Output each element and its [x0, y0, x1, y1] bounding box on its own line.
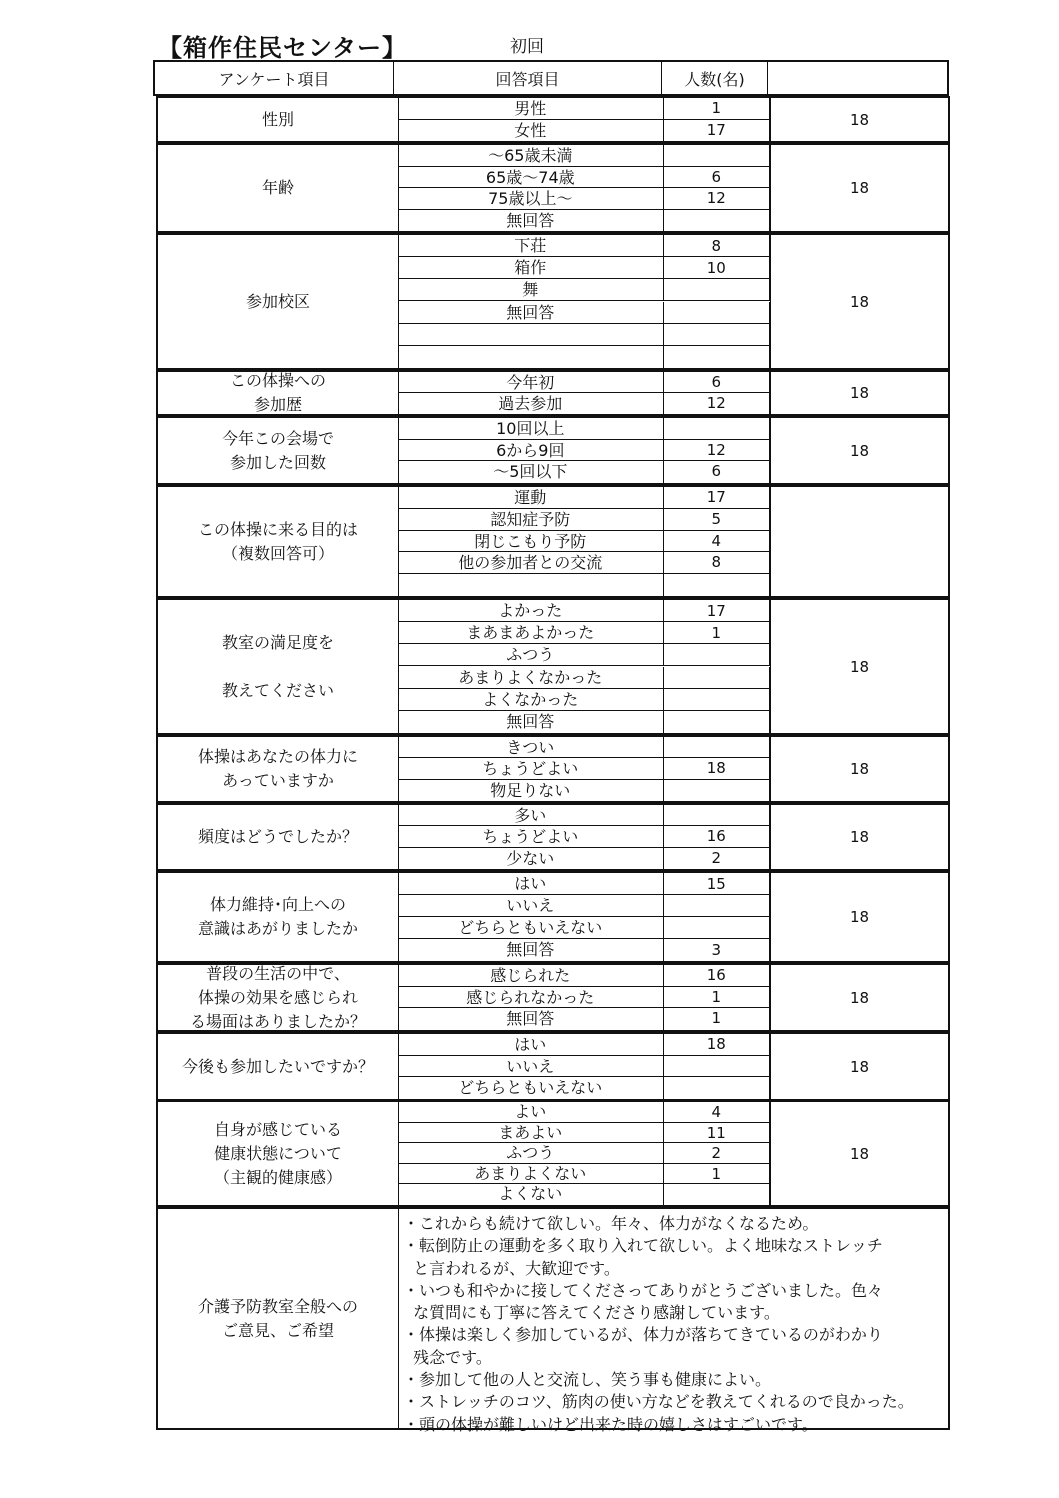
- answer-option: ～65歳未満: [398, 145, 664, 166]
- question-line: ご意見、ご希望: [221, 1320, 334, 1340]
- answer-option: 男性: [398, 98, 664, 119]
- answer-count: [664, 574, 770, 596]
- answer-row: [398, 418, 770, 440]
- answer-option: いいえ: [398, 895, 664, 916]
- answer-row: [398, 917, 770, 939]
- respondent-total: 18: [770, 1102, 948, 1205]
- answer-count: 1: [664, 98, 770, 119]
- answer-option: 65歳～74歳: [398, 167, 664, 188]
- question-label: [158, 235, 399, 368]
- answer-option: あまりよくなかった: [398, 667, 664, 688]
- answer-row: [398, 1102, 770, 1123]
- answer-option: はい: [398, 873, 664, 894]
- answer-row: [398, 1034, 770, 1056]
- respondent-total: 18: [770, 805, 948, 869]
- answer-option: いいえ: [398, 1056, 664, 1077]
- answer-option: まあよい: [398, 1123, 664, 1143]
- answer-option: まあまあよかった: [398, 622, 664, 643]
- question-line: 今後も参加したいですか？: [181, 1056, 374, 1076]
- answer-row: [398, 145, 770, 167]
- respondent-total: 18: [770, 145, 948, 231]
- answer-count: [664, 1077, 770, 1099]
- answer-count: [664, 346, 770, 368]
- answer-count: 4: [664, 1102, 770, 1122]
- answer-option: 過去参加: [398, 393, 664, 414]
- answer-rows: [398, 145, 770, 231]
- question-label: [158, 98, 399, 141]
- answer-count: 6: [664, 167, 770, 188]
- respondent-total: 18: [770, 965, 948, 1030]
- opinions-question-label: [158, 1209, 399, 1428]
- answer-count: [664, 805, 770, 825]
- answer-row: [398, 826, 770, 847]
- answer-count: 1: [664, 622, 770, 643]
- answer-option: 少ない: [398, 848, 664, 869]
- survey-question-block: [156, 871, 950, 963]
- page-title: 【箱作住民センター】: [158, 34, 408, 62]
- answer-count: [664, 711, 770, 733]
- answer-row: [398, 324, 770, 346]
- comment-line: ・頭の体操が難しいけど出来た時の嬉しさはすごいです。: [403, 1414, 818, 1434]
- answer-row: [398, 302, 770, 324]
- comment-line: ・体操は楽しく参加しているが、体力が落ちてきているのがわかり: [403, 1325, 883, 1345]
- question-line: あっていますか: [222, 771, 334, 790]
- answer-count: 6: [664, 372, 770, 392]
- answer-option: 75歳以上～: [398, 188, 664, 209]
- answer-row: [398, 120, 770, 142]
- question-label: [158, 737, 399, 801]
- question-line: 頻度はどうでしたか？: [197, 827, 358, 846]
- survey-question-block: [156, 370, 950, 416]
- answer-option: 箱作: [398, 257, 664, 278]
- comment-line: ・ストレッチのコツ、筋肉の使い方などを教えてくれるので良かった。: [403, 1392, 914, 1412]
- answer-option: 認知症予防: [398, 509, 664, 530]
- answer-count: 18: [664, 758, 770, 778]
- answer-row: [398, 346, 770, 368]
- answer-option: どちらともいえない: [398, 1077, 664, 1099]
- answer-option: [398, 324, 664, 345]
- respondent-total: 18: [770, 1034, 948, 1099]
- answer-count: 17: [664, 600, 770, 621]
- answer-count: [664, 737, 770, 757]
- answer-row: [398, 372, 770, 393]
- answer-option: 物足りない: [398, 780, 664, 801]
- question-line: 今年この会場で: [221, 428, 334, 448]
- answer-row: [398, 552, 770, 574]
- answer-count: 12: [664, 440, 770, 461]
- opinion-comments: [398, 1209, 948, 1434]
- answer-row: [398, 167, 770, 189]
- answer-option: ふつう: [398, 1143, 664, 1163]
- answer-row: [398, 895, 770, 917]
- question-line: 教えてください: [221, 680, 334, 700]
- question-line: 性別: [261, 109, 294, 129]
- answer-row: [398, 600, 770, 622]
- comment-line: と言われるが、大歓迎です。: [403, 1258, 620, 1278]
- answer-count: [664, 418, 770, 439]
- answer-option: きつい: [398, 737, 664, 757]
- question-line: 体力維持･向上への: [209, 895, 346, 914]
- answer-option: どちらともいえない: [398, 917, 664, 938]
- answer-count: 5: [664, 509, 770, 530]
- answer-count: 1: [664, 1164, 770, 1184]
- answer-row: [398, 737, 770, 758]
- question-label: [158, 965, 399, 1030]
- answer-option: あまりよくない: [398, 1164, 664, 1184]
- answer-row: [398, 574, 770, 596]
- answer-row: [398, 210, 770, 232]
- answer-row: [398, 98, 770, 120]
- answer-count: 8: [664, 552, 770, 573]
- answer-option: ふつう: [398, 644, 664, 665]
- answer-row: [398, 188, 770, 210]
- answer-count: [664, 1056, 770, 1077]
- answer-row: [398, 487, 770, 509]
- answer-rows: [398, 805, 770, 869]
- answer-option: [398, 574, 664, 596]
- answer-row: [398, 279, 770, 301]
- page-subtitle: 初回: [510, 37, 544, 57]
- question-line: 参加歴: [253, 395, 302, 414]
- question-label: [158, 1102, 399, 1205]
- respondent-total: 18: [770, 372, 948, 414]
- answer-count: 12: [664, 393, 770, 414]
- header-total: [768, 60, 949, 96]
- answer-count: 3: [664, 939, 770, 961]
- header-item: アンケート項目: [153, 60, 394, 96]
- answer-count: 2: [664, 848, 770, 869]
- answer-option: 多い: [398, 805, 664, 825]
- respondent-total: 18: [770, 235, 948, 368]
- question-label: [158, 873, 399, 961]
- answer-rows: [398, 600, 770, 733]
- question-label: [158, 1034, 399, 1099]
- answer-row: [398, 689, 770, 711]
- answer-row: [398, 667, 770, 689]
- survey-question-block: [156, 1100, 950, 1207]
- question-label: [158, 600, 399, 733]
- answer-rows: [398, 98, 770, 141]
- answer-option: 無回答: [398, 210, 664, 232]
- question-line: この体操への: [229, 371, 326, 390]
- header-answer: 回答項目: [394, 60, 662, 96]
- answer-count: 12: [664, 188, 770, 209]
- answer-count: 10: [664, 257, 770, 278]
- answer-option: 無回答: [398, 1008, 664, 1030]
- answer-option: よくない: [398, 1184, 664, 1205]
- question-line: [275, 655, 280, 679]
- question-line: 体操はあなたの体力に: [197, 747, 358, 766]
- answer-count: [664, 780, 770, 801]
- answer-rows: [398, 873, 770, 961]
- answer-rows: [398, 737, 770, 801]
- question-line: （主観的健康感）: [213, 1167, 342, 1187]
- answer-row: [398, 1056, 770, 1078]
- question-line: 体操の効果を感じられ: [197, 987, 358, 1007]
- answer-row: [398, 461, 770, 483]
- question-line: 自身が感じている: [213, 1119, 342, 1139]
- question-line: この体操に来る目的は: [197, 519, 358, 539]
- question-label: [158, 372, 399, 414]
- respondent-total: 18: [770, 737, 948, 801]
- answer-option: 他の参加者との交流: [398, 552, 664, 573]
- survey-question-block: [156, 598, 950, 735]
- answer-option: 感じられなかった: [398, 987, 664, 1008]
- answer-rows: [398, 235, 770, 368]
- answer-row: [398, 1123, 770, 1144]
- answer-row: [398, 235, 770, 257]
- answer-count: 1: [664, 987, 770, 1008]
- answer-count: [664, 324, 770, 345]
- question-label: [158, 487, 399, 596]
- answer-count: [664, 917, 770, 938]
- answer-count: [664, 895, 770, 916]
- question-line: （複数回答可）: [221, 543, 334, 563]
- comment-line: ・これからも続けて欲しい。年々、体力がなくなるため。: [403, 1214, 819, 1233]
- answer-count: 11: [664, 1123, 770, 1143]
- answer-row: [398, 1008, 770, 1030]
- answer-option: ちょうどよい: [398, 826, 664, 846]
- answer-count: [664, 667, 770, 688]
- survey-question-block: [156, 1032, 950, 1101]
- answer-count: [664, 302, 770, 323]
- question-line: 教室の満足度を: [221, 632, 334, 652]
- answer-rows: [398, 372, 770, 414]
- respondent-total: 18: [770, 418, 948, 483]
- answer-count: 17: [664, 120, 770, 142]
- answer-option: 今年初: [398, 372, 664, 392]
- answer-row: [398, 393, 770, 414]
- answer-count: [664, 1184, 770, 1205]
- survey-question-block: [156, 735, 950, 803]
- answer-rows: [398, 1034, 770, 1099]
- question-label: [158, 145, 399, 231]
- question-label: [158, 418, 399, 483]
- answer-option: よい: [398, 1102, 664, 1122]
- answer-count: 1: [664, 1008, 770, 1030]
- answer-row: [398, 644, 770, 666]
- answer-row: [398, 965, 770, 987]
- answer-count: 8: [664, 235, 770, 256]
- answer-option: 感じられた: [398, 965, 664, 986]
- answer-option: ～5回以下: [398, 461, 664, 483]
- question-line: る場面はありましたか？: [189, 1011, 366, 1031]
- answer-option: 舞: [398, 279, 664, 300]
- comment-line: ・いつも和やかに接してくださってありがとうございました。色々: [403, 1280, 884, 1300]
- question-line: 介護予防教室全般への: [197, 1296, 358, 1316]
- answer-count: [664, 279, 770, 300]
- answer-count: 18: [664, 1034, 770, 1055]
- answer-row: [398, 939, 770, 961]
- answer-row: [398, 257, 770, 279]
- answer-option: はい: [398, 1034, 664, 1055]
- answer-row: [398, 440, 770, 462]
- answer-count: [664, 145, 770, 166]
- answer-row: [398, 805, 770, 826]
- answer-row: [398, 1143, 770, 1164]
- question-line: 参加校区: [245, 291, 310, 311]
- survey-question-block: [156, 143, 950, 233]
- answer-option: よくなかった: [398, 689, 664, 710]
- answer-count: 16: [664, 965, 770, 986]
- answer-row: [398, 531, 770, 553]
- answer-count: 2: [664, 1143, 770, 1163]
- survey-question-block: [156, 803, 950, 871]
- answer-count: 16: [664, 826, 770, 846]
- question-line: 年齢: [261, 178, 294, 197]
- opinions-block: [156, 1207, 950, 1434]
- answer-row: [398, 987, 770, 1009]
- answer-rows: [398, 487, 770, 596]
- respondent-total: 18: [770, 98, 948, 141]
- answer-count: 6: [664, 461, 770, 483]
- comment-line: な質問にも丁寧に答えてくださり感謝しています。: [403, 1303, 780, 1323]
- question-line: 健康状態について: [214, 1143, 342, 1163]
- question-label: [158, 805, 399, 869]
- answer-option: 無回答: [398, 939, 664, 961]
- answer-count: [664, 644, 770, 665]
- answer-count: 17: [664, 487, 770, 508]
- respondent-total: 18: [770, 600, 948, 733]
- answer-count: [664, 210, 770, 232]
- answer-row: [398, 1164, 770, 1185]
- answer-row: [398, 1077, 770, 1099]
- answer-option: 10回以上: [398, 418, 664, 439]
- answer-row: [398, 711, 770, 733]
- answer-row: [398, 509, 770, 531]
- answer-row: [398, 873, 770, 895]
- answer-option: [398, 346, 664, 368]
- answer-row: [398, 758, 770, 779]
- answer-row: [398, 848, 770, 869]
- question-line: 参加した回数: [229, 452, 326, 472]
- header-count: 人数(名): [662, 60, 768, 96]
- answer-option: 下荘: [398, 235, 664, 256]
- respondent-total: [770, 487, 948, 596]
- answer-row: [398, 1184, 770, 1205]
- survey-question-block: [156, 233, 950, 370]
- answer-option: 無回答: [398, 711, 664, 733]
- answer-count: 15: [664, 873, 770, 894]
- answer-row: [398, 622, 770, 644]
- question-line: 意識はあがりましたか: [197, 919, 358, 938]
- survey-question-block: [156, 485, 950, 598]
- answer-option: 運動: [398, 487, 664, 508]
- answer-count: 4: [664, 531, 770, 552]
- comment-line: ・転倒防止の運動を多く取り入れて欲しい。よく地味なストレッチ: [403, 1236, 883, 1256]
- comment-line: 残念です。: [403, 1347, 492, 1367]
- answer-rows: [398, 418, 770, 483]
- answer-option: 6から9回: [398, 440, 664, 461]
- answer-count: [664, 689, 770, 710]
- answer-option: 無回答: [398, 302, 664, 323]
- answer-rows: [398, 965, 770, 1030]
- answer-option: よかった: [398, 600, 664, 621]
- answer-row: [398, 780, 770, 801]
- answer-option: 閉じこもり予防: [398, 531, 664, 552]
- survey-question-block: [156, 963, 950, 1032]
- answer-option: ちょうどよい: [398, 758, 664, 778]
- answer-option: 女性: [398, 120, 664, 142]
- comment-line: ・参加して他の人と交流し、笑う事も健康によい。: [403, 1370, 772, 1390]
- survey-question-block: [156, 96, 950, 143]
- survey-question-block: [156, 416, 950, 485]
- respondent-total: 18: [770, 873, 948, 961]
- question-line: 普段の生活の中で、: [206, 963, 350, 983]
- answer-rows: [398, 1102, 770, 1205]
